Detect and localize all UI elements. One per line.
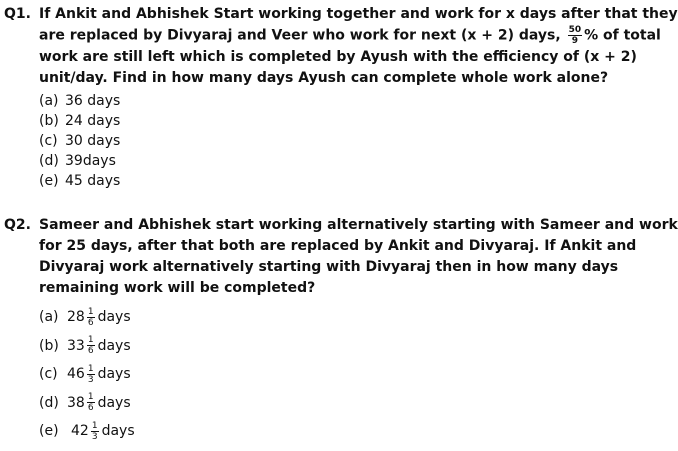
- q1-text-1: If Ankit and Abhishek Start working together and work for x days after that they: [39, 6, 678, 22]
- option-whole: 42: [71, 423, 89, 439]
- q1-number: Q1.: [4, 6, 31, 22]
- q1-text-3: work are still left which is completed by Ayush with the efficiency of (x + 2): [39, 48, 637, 65]
- fraction-denominator: 6: [87, 346, 94, 356]
- question-1: [4, 4, 678, 192]
- option-fraction: [87, 307, 95, 328]
- fraction-numerator: 1: [87, 306, 94, 317]
- option-text: 24 days: [65, 112, 121, 129]
- q1-option-c[interactable]: [4, 131, 628, 151]
- option-text: 30 days: [65, 132, 121, 149]
- option-label: (e): [39, 173, 59, 190]
- q2-option-c[interactable]: [4, 360, 628, 389]
- q1-options: [4, 91, 628, 192]
- q2-option-a[interactable]: [4, 303, 628, 332]
- q1-fraction-numerator: 50: [568, 25, 582, 35]
- q1-option-b[interactable]: [4, 111, 628, 131]
- option-label: (e): [39, 423, 59, 439]
- option-text: 45 days: [65, 173, 121, 190]
- option-label: (b): [39, 337, 59, 354]
- q1-line-4: [4, 68, 628, 89]
- q1-line-3: [4, 47, 637, 68]
- fraction-denominator: 3: [91, 431, 98, 442]
- q2-text-3: Divyaraj work alternatively starting with Divyaraj then in how many days: [39, 259, 619, 275]
- q2-text-2: for 25 days, after that both are replaced by Ankit and Divyaraj. If Ankit and: [39, 238, 637, 254]
- q1-text-2b: % of total: [584, 27, 661, 44]
- option-unit: days: [97, 394, 131, 411]
- q1-fraction-denominator: 9: [571, 36, 578, 46]
- option-text: 39days: [65, 153, 116, 170]
- q2-line-1: [4, 215, 678, 236]
- option-fraction: [87, 364, 95, 385]
- option-unit: days: [97, 337, 131, 354]
- q1-option-a[interactable]: [4, 91, 628, 111]
- q2-number: Q2.: [4, 217, 31, 233]
- q2-line-2: [4, 236, 637, 257]
- q2-text-1: Sameer and Abhishek start working alternatively starting with Sameer and work: [39, 217, 678, 233]
- fraction-numerator: 1: [87, 363, 94, 374]
- q1-fraction: [568, 25, 583, 46]
- option-whole: 28: [67, 309, 85, 325]
- option-label: (a): [39, 92, 59, 109]
- option-whole: 46: [67, 366, 85, 382]
- option-whole: 33: [67, 337, 85, 354]
- option-fraction: [87, 335, 95, 356]
- q1-option-e[interactable]: [4, 171, 628, 191]
- option-unit: days: [97, 309, 131, 325]
- fraction-numerator: 1: [91, 420, 98, 431]
- q2-line-4: [4, 278, 628, 299]
- q1-line-2: [4, 25, 661, 47]
- option-unit: days: [101, 423, 135, 439]
- option-text: 36 days: [65, 92, 121, 109]
- q2-line-3: [4, 257, 628, 278]
- q2-option-d[interactable]: [4, 389, 628, 418]
- option-fraction: [91, 421, 99, 442]
- option-label: (a): [39, 309, 59, 325]
- option-whole: 38: [67, 394, 85, 411]
- q2-options: [4, 303, 628, 446]
- q1-option-d[interactable]: [4, 151, 628, 171]
- fraction-numerator: 1: [87, 392, 94, 402]
- option-fraction: [87, 392, 95, 413]
- q1-text-2a: are replaced by Divyaraj and Veer who work for next (x + 2) days,: [39, 27, 561, 44]
- q1-text-4: unit/day. Find in how many days Ayush can complete whole work alone?: [39, 69, 609, 86]
- option-label: (d): [39, 394, 59, 411]
- fraction-numerator: 1: [87, 335, 94, 345]
- q2-option-b[interactable]: [4, 332, 628, 361]
- q2-text-4: remaining work will be completed?: [39, 280, 316, 296]
- q1-line-1: [4, 4, 678, 25]
- fraction-denominator: 6: [87, 317, 94, 328]
- option-unit: days: [97, 366, 131, 382]
- q2-option-e[interactable]: [4, 417, 628, 446]
- option-label: (b): [39, 112, 59, 129]
- option-label: (c): [39, 366, 58, 382]
- option-label: (d): [39, 153, 59, 170]
- question-2: [4, 215, 678, 446]
- fraction-denominator: 6: [87, 403, 94, 413]
- option-label: (c): [39, 132, 58, 149]
- fraction-denominator: 3: [87, 374, 94, 385]
